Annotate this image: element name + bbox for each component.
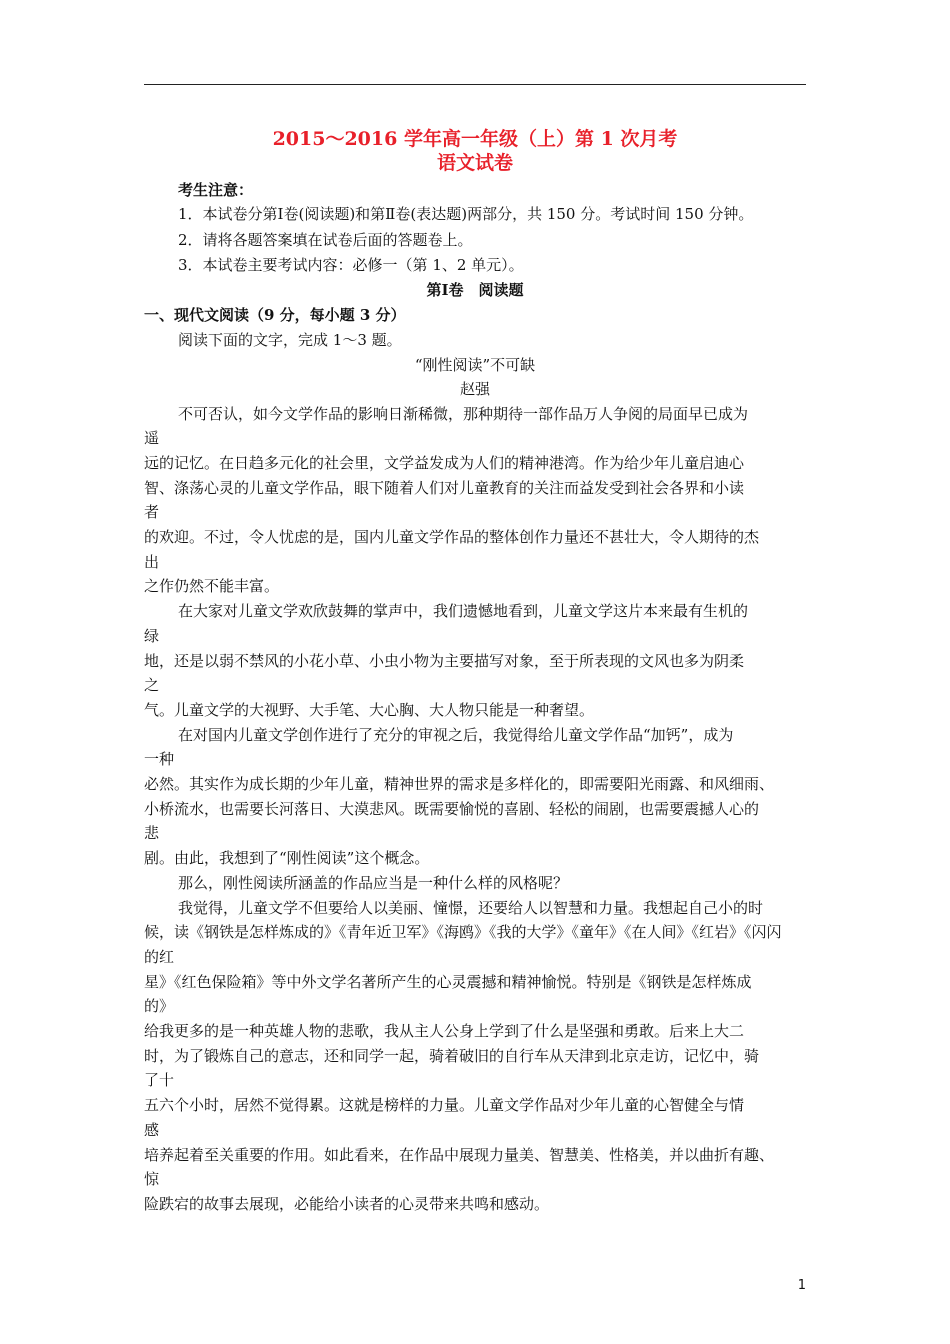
article-title: “刚性阅读”不可缺 bbox=[414, 356, 536, 374]
body-line: 候，读《钢铁是怎样炼成的》《青年近卫军》《海鸥》《我的大学》《童年》《在人间》《红岩》《闪闪 bbox=[144, 923, 782, 941]
body-line: 五六个小时，居然不觉得累。这就是榜样的力量。儿童文学作品对少年儿童的心智健全与情 bbox=[144, 1096, 745, 1114]
notice-heading: 考生注意： bbox=[178, 181, 254, 199]
body-line: 不可否认，如今文学作品的影响日渐稀微，那种期待一部作品万人争阅的局面早已成为 bbox=[178, 405, 749, 423]
body-line: 了十 bbox=[144, 1071, 175, 1089]
notice-item: 1．本试卷分第Ⅰ卷(阅读题)和第Ⅱ卷(表达题)两部分，共 150 分。考试时间 150 分钟。 bbox=[178, 205, 754, 223]
notice-item: 2．请将各题答案填在试卷后面的答题卷上。 bbox=[178, 231, 473, 249]
body-line: 剧。由此，我想到了“刚性阅读”这个概念。 bbox=[144, 849, 430, 867]
body-line: 我觉得，儿童文学不但要给人以美丽、憧憬，还要给人以智慧和力量。我想起自己小的时 bbox=[178, 899, 764, 917]
body-line: 远的记忆。在日趋多元化的社会里，文学益发成为人们的精神港湾。作为给少年儿童启迪心 bbox=[144, 454, 745, 472]
body-line: 培养起着至关重要的作用。如此看来，在作品中展现力量美、智慧美、性格美，并以曲折有趣、 bbox=[144, 1146, 775, 1164]
header-rule bbox=[144, 84, 806, 85]
body-line: 绿 bbox=[144, 627, 160, 645]
body-line: 气。儿童文学的大视野、大手笔、大心胸、大人物只能是一种奢望。 bbox=[144, 701, 595, 719]
reading-instruction: 阅读下面的文字，完成 1～3 题。 bbox=[178, 331, 402, 349]
body-line: 之 bbox=[144, 676, 160, 694]
body-line: 小桥流水，也需要长河落日、大漠悲风。既需要愉悦的喜剧、轻松的闹剧，也需要震撼人心的 bbox=[144, 800, 760, 818]
part-title: 一、现代文阅读（9 分，每小题 3 分） bbox=[144, 306, 406, 324]
body-line: 感 bbox=[144, 1121, 160, 1139]
body-line: 时，为了锻炼自己的意志，还和同学一起，骑着破旧的自行车从天津到北京走访，记忆中，骑 bbox=[144, 1047, 760, 1065]
body-line: 的》 bbox=[144, 997, 175, 1015]
exam-subject-title: 语文试卷 bbox=[436, 152, 513, 174]
body-line: 必然。其实作为成长期的少年儿童，精神世界的需求是多样化的，即需要阳光雨露、和风细雨、 bbox=[144, 775, 775, 793]
body-line: 智、涤荡心灵的儿童文学作品，眼下随着人们对儿童教育的关注而益发受到社会各界和小读 bbox=[144, 479, 745, 497]
body-line: 的红 bbox=[144, 948, 175, 966]
page-number: 1 bbox=[797, 1278, 806, 1293]
body-line: 地，还是以弱不禁风的小花小草、小虫小物为主要描写对象，至于所表现的文风也多为阴柔 bbox=[144, 652, 745, 670]
body-line: 者 bbox=[144, 503, 160, 521]
body-line: 悲 bbox=[144, 824, 160, 842]
body-line: 在大家对儿童文学欢欣鼓舞的掌声中，我们遗憾地看到，儿童文学这片本来最有生机的 bbox=[178, 602, 749, 620]
body-line: 之作仍然不能丰富。 bbox=[144, 577, 280, 595]
body-line: 险跌宕的故事去展现，必能给小读者的心灵带来共鸣和感动。 bbox=[144, 1195, 550, 1213]
body-line: 的欢迎。不过，令人忧虑的是，国内儿童文学作品的整体创作力量还不甚壮大，令人期待的杰 bbox=[144, 528, 760, 546]
body-line: 那么，刚性阅读所涵盖的作品应当是一种什么样的风格呢？ bbox=[178, 874, 569, 892]
body-line: 在对国内儿童文学创作进行了充分的审视之后，我觉得给儿童文学作品“加钙”，成为 bbox=[178, 726, 734, 744]
body-line: 一种 bbox=[144, 750, 175, 768]
body-line: 星》《红色保险箱》等中外文学名著所产生的心灵震撼和精神愉悦。特别是《钢铁是怎样炼成 bbox=[144, 973, 752, 991]
notice-item: 3．本试卷主要考试内容：必修一（第 1、2 单元）。 bbox=[178, 256, 524, 274]
body-line: 遥 bbox=[144, 429, 160, 447]
body-line: 出 bbox=[144, 553, 160, 571]
body-line: 惊 bbox=[144, 1170, 160, 1188]
volume-title: 第Ⅰ卷 阅读题 bbox=[426, 281, 524, 299]
article-author: 赵强 bbox=[459, 380, 490, 398]
body-line: 给我更多的是一种英雄人物的悲歌，我从主人公身上学到了什么是坚强和勇敢。后来上大二 bbox=[144, 1022, 745, 1040]
exam-title: 2015～2016 学年高一年级（上）第 1 次月考 bbox=[272, 128, 678, 150]
